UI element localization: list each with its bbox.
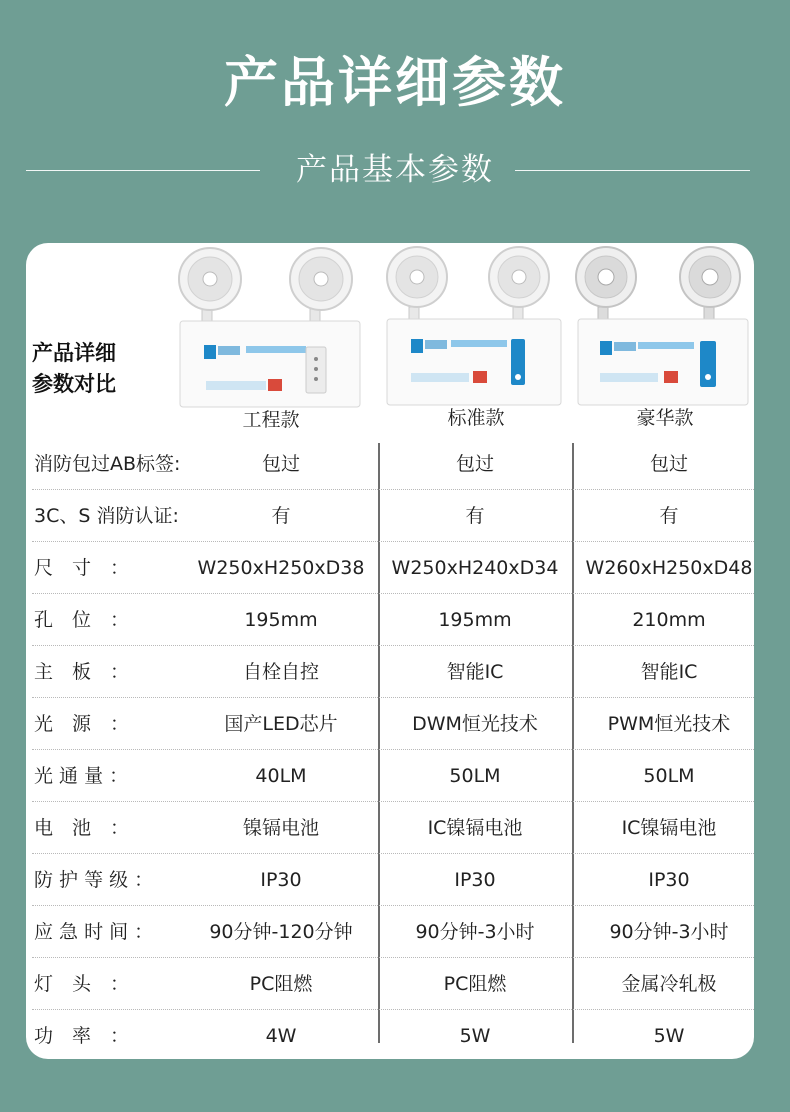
product-standard	[381, 243, 571, 433]
model-label-deluxe: 豪华款	[636, 407, 694, 429]
spec-value: 4W	[265, 1025, 297, 1047]
emergency-light-standard-image	[381, 243, 571, 408]
comparison-title-line2: 参数对比	[32, 371, 116, 396]
comparison-title-line1: 产品详细	[32, 340, 116, 365]
spec-value: 5W	[459, 1025, 491, 1047]
spec-value: 有	[465, 505, 485, 527]
section-title: 产品基本参数	[296, 152, 494, 188]
table-row	[26, 646, 754, 698]
spec-value: 智能IC	[640, 661, 698, 683]
spec-value: 195mm	[438, 609, 512, 631]
table-row	[26, 802, 754, 854]
spec-value: 195mm	[244, 609, 318, 631]
spec-value: IP30	[454, 869, 496, 891]
spec-value: 90分钟-120分钟	[209, 921, 353, 943]
spec-value: 5W	[653, 1025, 685, 1047]
spec-value: IC镍镉电池	[427, 817, 523, 839]
spec-value: PC阻燃	[443, 973, 507, 995]
spec-value: 金属冷轧极	[621, 973, 717, 995]
spec-label: 电 池 ：	[34, 817, 130, 839]
model-label-engineering: 工程款	[242, 409, 300, 431]
spec-value: 国产LED芯片	[224, 713, 338, 735]
spec-value: 包过	[649, 453, 688, 475]
spec-value: 90分钟-3小时	[415, 921, 535, 943]
spec-value: 有	[659, 505, 679, 527]
spec-value: PC阻燃	[249, 973, 313, 995]
comparison-title	[32, 337, 162, 399]
spec-value: PWM恒光技术	[607, 713, 731, 735]
table-row	[26, 438, 754, 490]
table-row	[26, 750, 754, 802]
spec-value: W250xH240xD34	[391, 557, 559, 579]
spec-value: 有	[271, 505, 291, 527]
product-deluxe	[572, 243, 754, 433]
spec-value: DWM恒光技术	[412, 713, 538, 735]
spec-value: W250xH250xD38	[197, 557, 365, 579]
spec-label: 主 板 ：	[34, 661, 130, 683]
spec-label: 尺 寸 ：	[34, 557, 130, 579]
spec-value: 50LM	[449, 765, 501, 787]
table-row	[26, 594, 754, 646]
page-title: 产品详细参数	[224, 50, 566, 114]
spec-label: 光 源 ：	[34, 713, 130, 735]
spec-value: 50LM	[643, 765, 695, 787]
spec-label: 灯 头 ：	[34, 973, 130, 995]
section-header	[0, 150, 790, 190]
model-label-standard: 标准款	[447, 407, 505, 429]
comparison-card	[26, 243, 754, 1059]
table-row	[26, 698, 754, 750]
spec-label: 防 护 等 级 ：	[34, 869, 154, 891]
product-engineering	[176, 243, 366, 433]
spec-value: 包过	[261, 453, 300, 475]
table-row	[26, 906, 754, 958]
spec-label: 3C、S 消防认证:	[34, 505, 179, 527]
table-row	[26, 1010, 754, 1059]
spec-value: IC镍镉电池	[621, 817, 717, 839]
spec-label: 消防包过AB标签:	[34, 453, 181, 475]
spec-value: 自栓自控	[242, 661, 319, 683]
emergency-light-engineering-image	[176, 243, 366, 408]
spec-label: 功 率 ：	[34, 1025, 130, 1047]
spec-value: 镍镉电池	[242, 817, 319, 839]
spec-value: 90分钟-3小时	[609, 921, 729, 943]
spec-value: 智能IC	[446, 661, 504, 683]
divider-right	[515, 170, 750, 171]
spec-value: 40LM	[255, 765, 307, 787]
spec-value: 210mm	[632, 609, 706, 631]
spec-label: 光 通 量 ：	[34, 765, 129, 787]
table-row	[26, 542, 754, 594]
spec-value: IP30	[260, 869, 302, 891]
spec-label: 孔 位 ：	[34, 609, 130, 631]
table-row	[26, 490, 754, 542]
spec-value: 包过	[455, 453, 494, 475]
spec-value: IP30	[648, 869, 690, 891]
spec-value: W260xH250xD48	[585, 557, 753, 579]
table-row	[26, 854, 754, 906]
table-row	[26, 958, 754, 1010]
spec-label: 应 急 时 间 ：	[34, 921, 154, 943]
emergency-light-deluxe-image	[572, 243, 754, 408]
